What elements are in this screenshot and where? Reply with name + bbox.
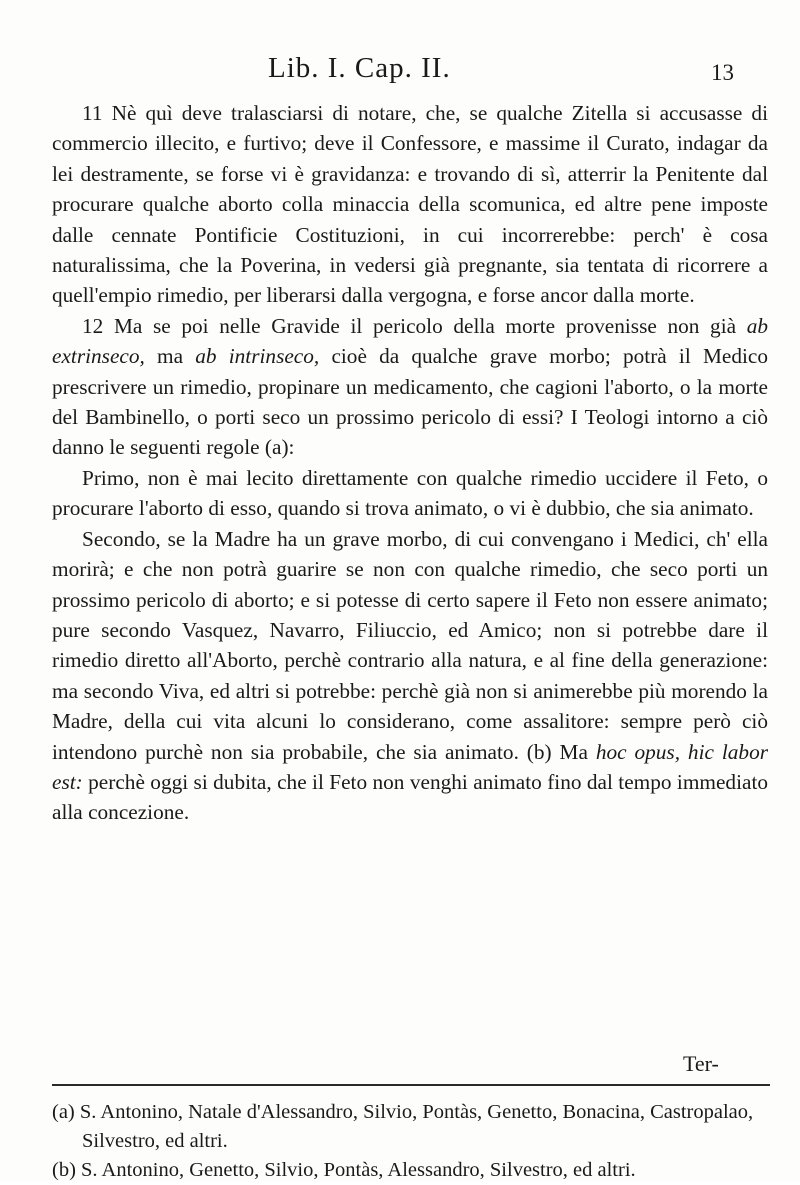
page-number: 13: [711, 60, 734, 85]
main-text: [52, 98, 768, 828]
footnote-b: (b) S. Antonino, Genetto, Silvio, Pontàs, Alessandro, Silvestro, ed altri.: [52, 1159, 636, 1181]
paragraph-text: Primo, non è mai lecito direttamente con qualche rimedio uccidere il Feto, o procurare l'aborto di esso, quando si trova animato, o vi è dubbio, che sia animato.: [52, 465, 768, 521]
paragraph-number: 11: [82, 101, 103, 125]
rule-secondo: [52, 524, 768, 828]
running-head: Lib. I. Cap. II.: [268, 52, 451, 84]
catchword: Ter-: [683, 1051, 719, 1076]
paragraph-number: 12: [82, 313, 104, 338]
footnotes: [52, 1098, 768, 1185]
paragraph-text: Secondo, se la Madre ha un grave morbo, di cui convengano i Medici, ch' ella morirà; e che non potrà guarire se non con qualche rimedio, che seco porti un prossimo pericolo di aborto; e si potesse di certo sapere il Feto non essere animato; pure secondo Vasquez, Navarro, Filiuccio, ed Amico; non si potrebbe dare il rimedio diretto all'Aborto, perchè contrario alla natura, e al fine della generazione: ma secondo Viva, ed altri si potrebbe: perchè già non si animerebbe più morendo la Madre, della cui vita alcuni lo considerano, come assalitore: sempre però ciò intendono purchè non sia probabile, che sia animato. (b) Ma: [52, 526, 768, 764]
latin-phrase: ab extrinseco,: [52, 313, 769, 369]
paragraph-11: [52, 98, 768, 311]
page-header: [0, 52, 800, 92]
rule-primo: [52, 463, 768, 524]
paragraph-text: cioè da qualche grave morbo; potrà il Medico prescrivere un rimedio, propinare un medicamento, che cagioni l'aborto, o la morte del Bambinello, o porti seco un prossimo pericolo di essi? I Teologi intorno a ciò danno le seguenti regole (a):: [52, 344, 768, 460]
paragraph-text: perchè oggi si dubita, che il Feto non venghi animato fino dal tempo immediato alla concezione.: [52, 769, 769, 825]
paragraph-text: Nè quì deve tralasciarsi di notare, che, se qualche Zitella si accusasse di commercio illecito, e furtivo; deve il Confessore, e massime il Curato, indagar da lei destramente, se forse vi è gravidanza: e trovando di sì, atterrir la Penitente dal procurare qualche aborto colla minaccia della scomunica, ed altre pene imposte dalle cennate Pontificie Costituzioni, in cui incorrerebbe: perch' è cosa naturalissima, che la Poverina, in vedersi già pregnante, sia tentata di ricorrere a quell'empio rimedio, per liberarsi dalla vergogna, e forse ancor dalla morte.: [52, 101, 768, 308]
latin-phrase: hoc opus, hic labor est:: [52, 739, 768, 794]
paragraph-text: ma: [157, 344, 184, 369]
latin-phrase: ab intrinseco,: [195, 344, 320, 369]
paragraph-12: [52, 311, 768, 463]
paragraph-text: Ma se poi nelle Gravide il pericolo della morte provenisse non già: [113, 313, 737, 338]
footnote-a: (a) S. Antonino, Natale d'Alessandro, Silvio, Pontàs, Genetto, Bonacina, Castropalao, Silvestro, ed altri.: [52, 1101, 754, 1152]
footnote-divider: [52, 1084, 770, 1086]
